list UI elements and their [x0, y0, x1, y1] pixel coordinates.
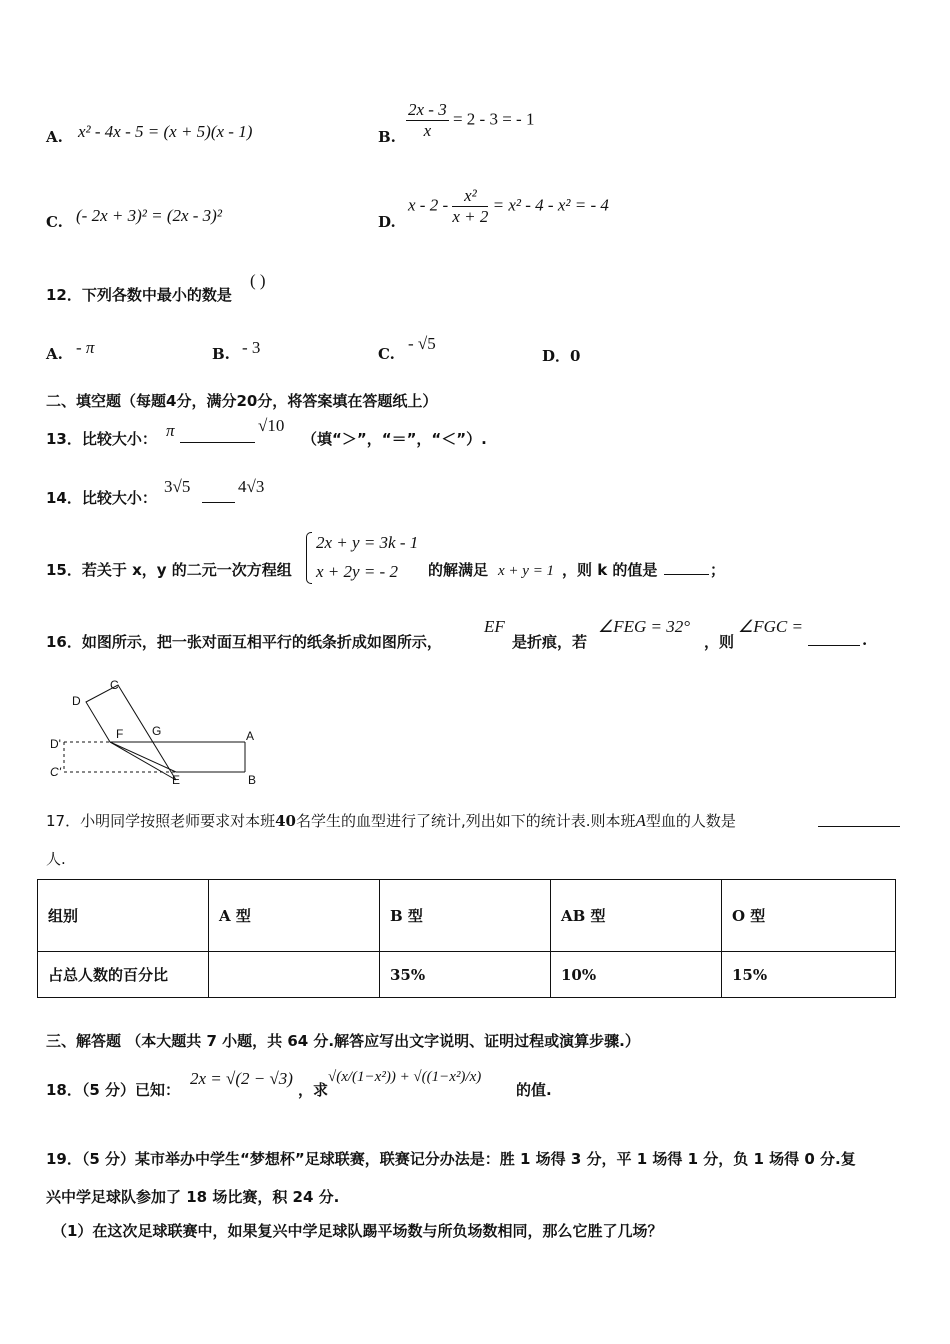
table-row: [38, 952, 896, 998]
q17-line: [46, 810, 736, 831]
q15-mid: 的解满足: [428, 561, 489, 579]
q11-d-label: D.: [378, 213, 396, 231]
q17-blank[interactable]: [818, 812, 900, 827]
q16-end: .: [862, 631, 868, 649]
q19-sub1: （1）在这次足球联赛中，如果复兴中学足球队踢平场数与所负场数相同，那么它胜了几场？: [52, 1222, 663, 1240]
q14-stem: 14．比较大小：: [46, 489, 157, 507]
q18-given: 2x = √(2 − √3): [190, 1069, 293, 1088]
q12-paren: ( ): [250, 271, 266, 290]
q12-stem: 12．下列各数中最小的数是: [46, 286, 232, 304]
label-d: D: [72, 694, 81, 708]
q16-blank[interactable]: [808, 631, 860, 646]
table-header-cell: B 型: [380, 880, 551, 952]
q17-count: 40: [275, 812, 296, 830]
q11-a-label: A.: [46, 128, 63, 146]
q17-stem3: 型血的人数是: [645, 812, 736, 830]
q12-c-value: - √5: [408, 334, 436, 353]
q16-angle: ∠FEG = 32°: [598, 617, 691, 636]
q17-stem2: 名学生的血型进行了统计,列出如下的统计表.则本班: [295, 812, 636, 830]
q13-right: √10: [258, 416, 285, 435]
q14-blank[interactable]: [202, 488, 235, 503]
table-cell: 35%: [380, 952, 551, 998]
q11-b-expr: [406, 100, 534, 141]
q15-tail: ，则 k 的值是: [562, 561, 658, 579]
q11-d-rest: = x² - 4 - x² = - 4: [492, 195, 609, 215]
label-d-prime: D': [50, 737, 61, 751]
label-a: A: [246, 729, 255, 743]
q16-ask: ∠FGC =: [738, 617, 803, 636]
q18-ask: ，求: [298, 1081, 329, 1099]
q11-c-label: C.: [46, 213, 63, 231]
q11-d-expr: [408, 186, 609, 227]
table-header-cell: O 型: [722, 880, 896, 952]
q17-stem: 17．小明同学按照老师要求对本班: [46, 812, 276, 830]
q15-cond: x + y = 1: [498, 563, 555, 579]
q18-tail: 的值.: [516, 1081, 552, 1099]
table-cell: 10%: [551, 952, 722, 998]
label-f: F: [116, 727, 124, 741]
q16-then: ，则: [704, 633, 735, 651]
table-cell: 占总人数的百分比: [38, 952, 209, 998]
q12-b-label: B.: [212, 345, 230, 363]
table-header-cell: AB 型: [551, 880, 722, 952]
q12-d-label-text: D．: [542, 347, 571, 365]
q15-brace: [306, 532, 312, 584]
q12-a-value: - π: [76, 338, 95, 357]
q11-d-pre: x - 2 -: [408, 195, 449, 215]
q11-d-den: x + 2: [452, 207, 489, 226]
table-header-row: [38, 880, 896, 952]
q12-c-label: C.: [378, 345, 395, 363]
label-c-prime: C': [50, 765, 61, 779]
label-c: C: [110, 678, 119, 692]
q16-fold-figure: [40, 672, 280, 790]
q12-d-value: 0: [570, 347, 581, 365]
q12-d-label: [542, 345, 580, 366]
crease-fe: [110, 742, 176, 772]
table-cell: [209, 952, 380, 998]
q14-right: 4√3: [238, 477, 265, 496]
q11-b-rest: = 2 - 3 = - 1: [452, 109, 535, 129]
q11-d-num: x²: [452, 186, 488, 207]
q11-b-label: B.: [378, 128, 396, 146]
q11-c-expr: (- 2x + 3)² = (2x - 3)²: [76, 206, 222, 225]
q12-a-label: A.: [46, 345, 63, 363]
q13-hint: （填“＞”，“＝”，“＜”）.: [302, 430, 487, 448]
q13-blank[interactable]: [180, 427, 255, 443]
section3-title: 三、解答题 （本大题共 7 小题，共 64 分.解答应写出文字说明、证明过程或演算步骤.）: [46, 1032, 640, 1050]
q19-line2: 兴中学足球队参加了 18 场比赛，积 24 分.: [46, 1188, 340, 1206]
q16-ef: EF: [484, 617, 505, 636]
q11-a-expr: x² - 4x - 5 = (x + 5)(x - 1): [78, 122, 253, 141]
label-b: B: [248, 773, 257, 787]
q13-left: π: [166, 421, 175, 440]
q15-eq2: x + 2y = - 2: [316, 562, 398, 581]
q15-blank[interactable]: [664, 560, 709, 575]
q18-stem: 18．（5 分）已知：: [46, 1081, 181, 1099]
q17-type-a: A: [635, 811, 646, 830]
q16-mid: 是折痕，若: [512, 633, 588, 651]
q18-expr: √(x/(1−x²)) + √((1−x²)/x): [328, 1069, 482, 1085]
q15-stem: 15．若关于 x，y 的二元一次方程组: [46, 561, 292, 579]
table-header-cell: A 型: [209, 880, 380, 952]
label-e: E: [172, 773, 181, 787]
table-cell: 15%: [722, 952, 896, 998]
q15-eq1: 2x + y = 3k - 1: [316, 533, 419, 552]
blood-type-table: [37, 879, 896, 998]
q17-unit: 人.: [46, 850, 66, 868]
q11-b-num: 2x - 3: [408, 100, 447, 119]
label-g: G: [152, 724, 162, 738]
table-header-cell: 组别: [38, 880, 209, 952]
q15-end: ；: [710, 561, 726, 579]
q19-line1: 19．（5 分）某市举办中学生“梦想杯”足球联赛，联赛记分办法是：胜 1 场得 3 分，平 1 场得 1 分，负 1 场得 0 分.复: [46, 1150, 856, 1168]
q16-stem: 16．如图所示，把一张对面互相平行的纸条折成如图所示，: [46, 633, 442, 651]
section2-title: 二、填空题（每题4分，满分20分，将答案填在答题纸上）: [46, 392, 438, 410]
q13-stem: 13．比较大小：: [46, 430, 157, 448]
q11-b-den: x: [423, 121, 432, 140]
q12-b-value: - 3: [242, 338, 261, 357]
q14-left: 3√5: [164, 477, 191, 496]
